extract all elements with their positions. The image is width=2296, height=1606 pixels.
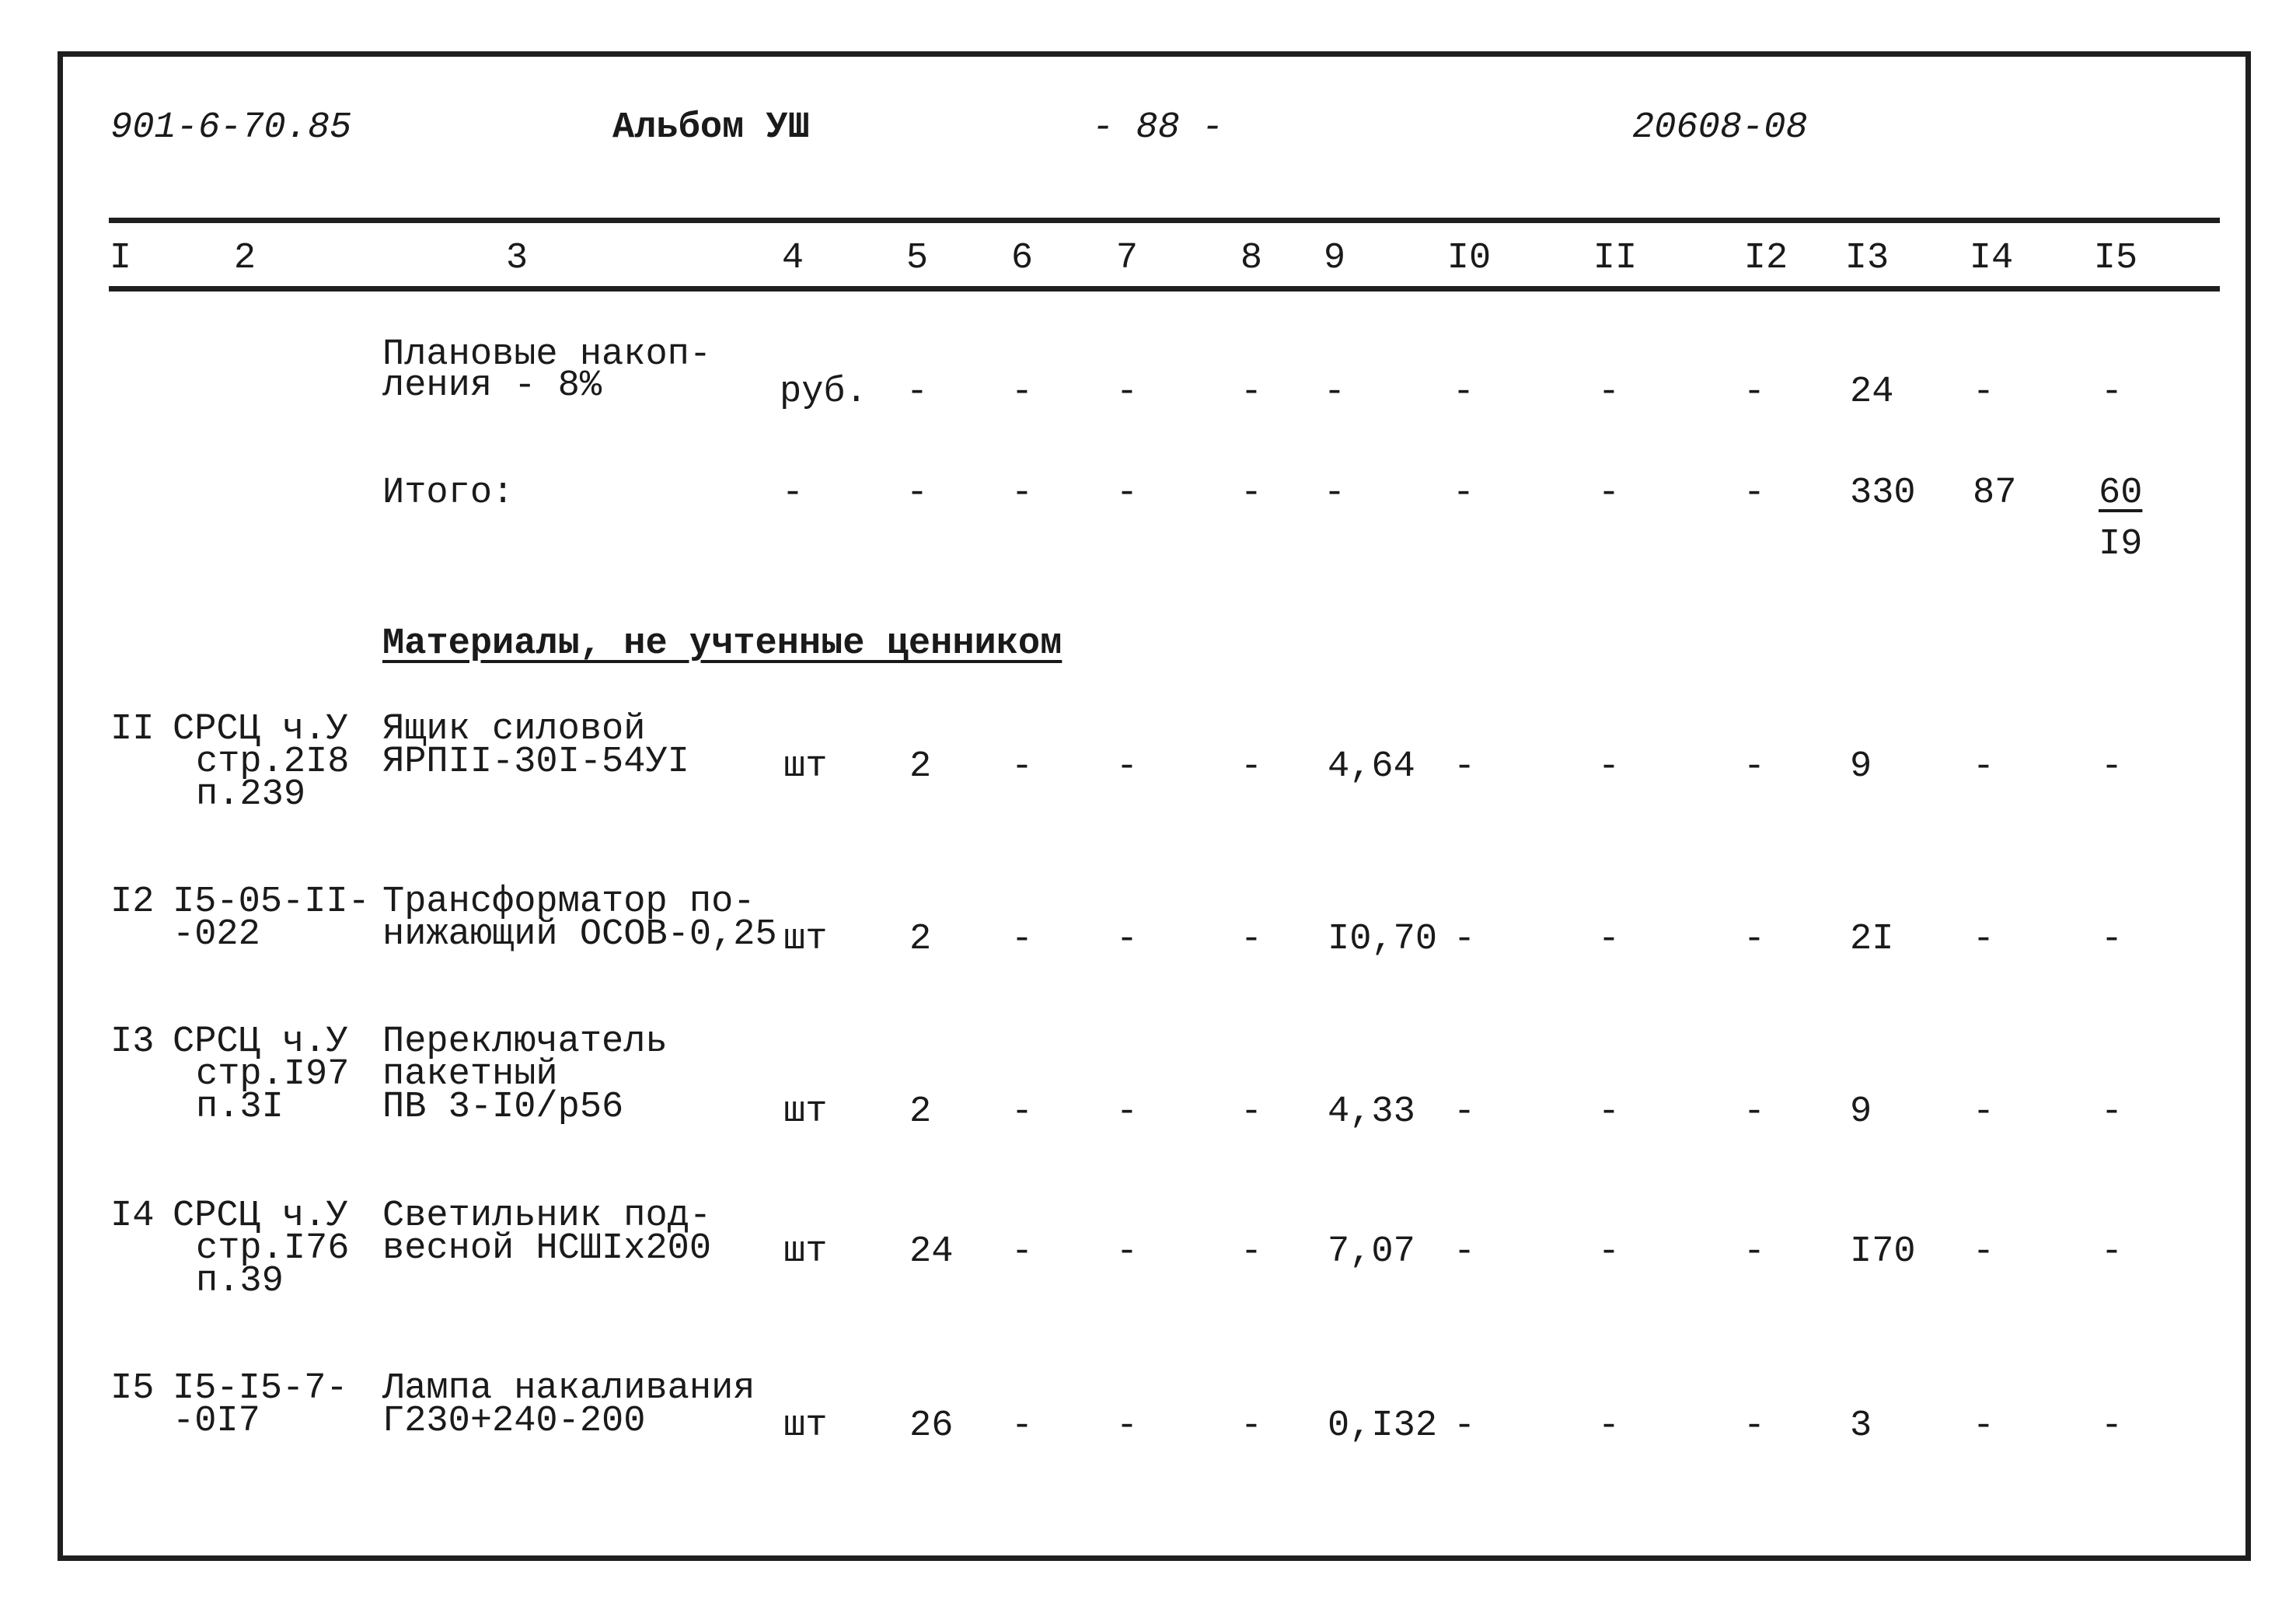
cell-col12: - xyxy=(1743,372,1766,413)
col-number-1: I xyxy=(109,238,132,279)
cell-col15: - xyxy=(2100,1091,2123,1133)
cell-col7: - xyxy=(1115,746,1139,787)
unit: шт xyxy=(783,1091,828,1133)
cell-col11: - xyxy=(1597,372,1621,413)
cell-col5: - xyxy=(905,372,929,413)
cell-col9: 0,I32 xyxy=(1328,1405,1438,1447)
cell-col6: - xyxy=(1010,473,1034,514)
section-title: Материалы, не учтенные ценником xyxy=(382,623,1063,665)
unit: шт xyxy=(783,1231,828,1273)
col-number-12: I2 xyxy=(1743,238,1788,279)
price-code: СРСЦ ч.У xyxy=(173,1196,348,1237)
cell-col8: - xyxy=(1240,919,1263,960)
row-name: Плановые накоп- xyxy=(382,334,712,375)
cell-col9: - xyxy=(1323,473,1346,514)
cell-col11: - xyxy=(1597,1405,1621,1447)
cell-col7: - xyxy=(1115,372,1139,413)
price-code: СРСЦ ч.У xyxy=(173,1021,348,1063)
cell-col5: 24 xyxy=(909,1231,954,1273)
col-number-15: I5 xyxy=(2093,238,2138,279)
cell-col14: - xyxy=(1972,1405,1995,1447)
cell-col9: 7,07 xyxy=(1328,1231,1415,1273)
cell-col14: - xyxy=(1972,1231,1995,1273)
col-number-3: 3 xyxy=(505,238,529,279)
cell-col15-denominator: I9 xyxy=(2099,524,2143,565)
row-unit: руб. xyxy=(780,372,867,413)
cell-col8: - xyxy=(1240,473,1263,514)
col-number-13: I3 xyxy=(1844,238,1889,279)
col-number-10: I0 xyxy=(1446,238,1492,279)
unit: шт xyxy=(783,746,828,787)
unit: шт xyxy=(783,1405,828,1447)
document-frame xyxy=(58,51,2251,1561)
cell-col12: - xyxy=(1743,919,1766,960)
cell-col5: 2 xyxy=(909,746,932,787)
cell-col12: - xyxy=(1743,746,1766,787)
price-code: СРСЦ ч.У xyxy=(173,709,348,750)
price-code-cont: стр.2I8 xyxy=(196,742,350,783)
col-number-6: 6 xyxy=(1010,238,1034,279)
row-number: I3 xyxy=(110,1021,155,1063)
cell-col12: - xyxy=(1743,1231,1766,1273)
price-code-cont: п.3I xyxy=(196,1087,284,1128)
cell-col12: - xyxy=(1743,1091,1766,1133)
unit: шт xyxy=(783,919,828,960)
cell-col10: - xyxy=(1453,1091,1476,1133)
item-name: Переключатель xyxy=(382,1021,668,1063)
cell-col8: - xyxy=(1240,1405,1263,1447)
row-name: Итого: xyxy=(382,473,515,514)
cell-col9: I0,70 xyxy=(1328,919,1438,960)
cell-col11: - xyxy=(1597,746,1621,787)
cell-col14: - xyxy=(1972,372,1995,413)
item-name: Лампа накаливания xyxy=(382,1368,755,1409)
price-code-cont: -0I7 xyxy=(173,1401,260,1442)
item-name: Трансформатор по- xyxy=(382,882,755,923)
item-name: Светильник под- xyxy=(382,1196,712,1237)
cell-col8: - xyxy=(1240,1091,1263,1133)
cell-col7: - xyxy=(1115,1091,1139,1133)
cell-col10: - xyxy=(1453,1231,1476,1273)
cell-col13: 3 xyxy=(1850,1405,1872,1447)
cell-col10: - xyxy=(1452,372,1475,413)
cell-col6: - xyxy=(1010,1091,1034,1133)
cell-col10: - xyxy=(1453,919,1476,960)
doc-code: 901-6-70.85 xyxy=(110,107,352,148)
row-number: I2 xyxy=(110,882,155,923)
item-name: Ящик силовой xyxy=(382,709,646,750)
cell-col15: - xyxy=(2100,372,2123,413)
item-name-cont: ПВ 3-I0/р56 xyxy=(382,1087,624,1128)
cell-col13: 24 xyxy=(1850,372,1894,413)
cell-col6: - xyxy=(1010,746,1034,787)
cell-col6: - xyxy=(1010,1405,1034,1447)
cell-col6: - xyxy=(1010,372,1034,413)
cell-col15: - xyxy=(2100,1231,2123,1273)
album-label: Альбом УШ xyxy=(612,107,810,148)
price-code-cont: стр.I97 xyxy=(196,1054,350,1095)
cell-col13: 9 xyxy=(1850,746,1872,787)
col-number-14: I4 xyxy=(1969,238,2014,279)
item-name-cont: весной НСШIх200 xyxy=(382,1228,712,1269)
cell-col5: 2 xyxy=(909,919,932,960)
col-number-4: 4 xyxy=(781,238,804,279)
cell-col13: 330 xyxy=(1850,473,1916,514)
cell-col14: - xyxy=(1972,919,1995,960)
item-name-cont: ЯРПII-30I-54УI xyxy=(382,742,689,783)
col-number-11: II xyxy=(1593,238,1638,279)
cell-col11: - xyxy=(1597,919,1621,960)
page-number: - 88 - xyxy=(1092,107,1224,148)
cell-col5: 2 xyxy=(909,1091,932,1133)
table-top-rule xyxy=(109,218,2220,223)
price-code: I5-I5-7- xyxy=(173,1368,348,1409)
item-name-cont: Г230+240-200 xyxy=(382,1401,646,1442)
cell-col7: - xyxy=(1115,1405,1139,1447)
row-number: I5 xyxy=(110,1368,155,1409)
cell-col14: - xyxy=(1972,746,1995,787)
cell-col13: 9 xyxy=(1850,1091,1872,1133)
col-number-9: 9 xyxy=(1323,238,1346,279)
price-code-cont: п.239 xyxy=(196,774,306,815)
col-number-7: 7 xyxy=(1115,238,1139,279)
cell-col5: 26 xyxy=(909,1405,954,1447)
row-name-cont: ления - 8% xyxy=(382,365,602,407)
cell-col10: - xyxy=(1453,1405,1476,1447)
cell-col12: - xyxy=(1743,1405,1766,1447)
cell-col11: - xyxy=(1597,473,1621,514)
cell-col8: - xyxy=(1240,372,1263,413)
cell-col7: - xyxy=(1115,473,1139,514)
cell-col7: - xyxy=(1115,919,1139,960)
cell-col14: 87 xyxy=(1973,473,2017,514)
price-code-cont: -022 xyxy=(173,914,260,955)
cell-col11: - xyxy=(1597,1231,1621,1273)
cell-col10: - xyxy=(1452,473,1475,514)
cell-col6: - xyxy=(1010,1231,1034,1273)
cell-col9: 4,64 xyxy=(1328,746,1415,787)
cell-col13: I70 xyxy=(1850,1231,1916,1273)
price-code-cont: стр.I76 xyxy=(196,1228,350,1269)
cell-col13: 2I xyxy=(1850,919,1894,960)
cell-col12: - xyxy=(1743,473,1766,514)
item-name-cont: пакетный xyxy=(382,1054,558,1095)
cell-col14: - xyxy=(1972,1091,1995,1133)
cell-col10: - xyxy=(1453,746,1476,787)
cell-col15: - xyxy=(2100,919,2123,960)
price-code: I5-05-II- xyxy=(173,882,370,923)
row-number: I4 xyxy=(110,1196,155,1237)
cell-col15-numerator: 60 xyxy=(2099,473,2143,514)
row-unit: - xyxy=(781,473,804,514)
cell-col8: - xyxy=(1240,746,1263,787)
col-number-5: 5 xyxy=(905,238,929,279)
cell-col7: - xyxy=(1115,1231,1139,1273)
col-number-2: 2 xyxy=(233,238,256,279)
cell-col15: - xyxy=(2100,1405,2123,1447)
cell-col11: - xyxy=(1597,1091,1621,1133)
table-header-rule xyxy=(109,286,2220,292)
cell-col9: 4,33 xyxy=(1328,1091,1415,1133)
item-name-cont: нижающий ОСОВ-0,25 xyxy=(382,914,777,955)
cell-col5: - xyxy=(905,473,929,514)
cell-col8: - xyxy=(1240,1231,1263,1273)
row-number: II xyxy=(110,709,155,750)
col-number-8: 8 xyxy=(1240,238,1263,279)
cell-col9: - xyxy=(1323,372,1346,413)
price-code-cont: п.39 xyxy=(196,1261,284,1302)
cell-col15: - xyxy=(2100,746,2123,787)
cell-col6: - xyxy=(1010,919,1034,960)
project-number: 20608-08 xyxy=(1632,107,1808,148)
